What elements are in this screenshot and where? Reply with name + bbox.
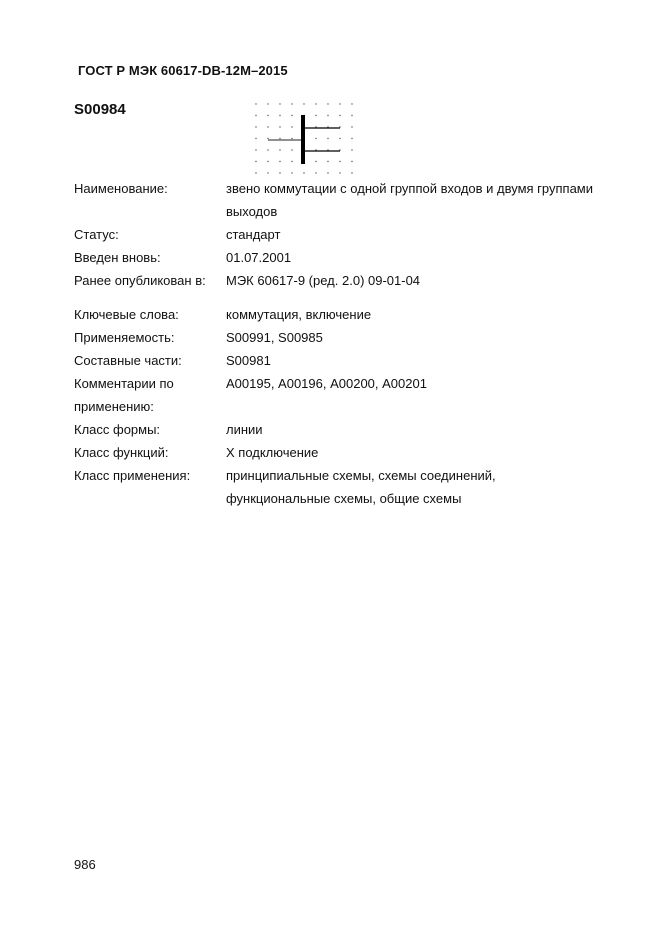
grid-dot	[279, 149, 280, 150]
property-value: МЭК 60617-9 (ред. 2.0) 09-01-04	[226, 273, 421, 288]
grid-dot	[267, 149, 268, 150]
property-label: Составные части:	[74, 353, 182, 368]
grid-dot	[291, 115, 292, 116]
grid-dot	[291, 161, 292, 162]
grid-dot	[351, 126, 352, 127]
grid-dot	[315, 161, 316, 162]
property-label: Класс формы:	[74, 422, 161, 437]
grid-dot	[327, 138, 328, 139]
grid-dot	[339, 103, 340, 104]
property-label: Введен вновь:	[74, 250, 161, 265]
grid-dot	[267, 126, 268, 127]
property-value: звено коммутации с одной группой входов и двумя группами выходов	[226, 181, 594, 219]
grid-dot	[303, 172, 304, 173]
section-gap	[74, 292, 594, 303]
grid-dot	[339, 161, 340, 162]
property-function-class	[74, 441, 594, 464]
page-number: 986	[74, 857, 96, 872]
properties-table	[74, 177, 594, 510]
property-keywords	[74, 303, 594, 326]
grid-dot	[315, 172, 316, 173]
grid-dot	[351, 115, 352, 116]
property-value: S00991, S00985	[226, 330, 323, 345]
property-status	[74, 223, 594, 246]
grid-dot	[291, 149, 292, 150]
grid-dot	[279, 172, 280, 173]
property-introduced	[74, 246, 594, 269]
grid-dot	[339, 115, 340, 116]
grid-dot	[267, 138, 268, 139]
grid-dot	[255, 138, 256, 139]
grid-dot	[279, 161, 280, 162]
property-application-notes	[74, 372, 594, 418]
property-form-class	[74, 418, 594, 441]
grid-dot	[303, 103, 304, 104]
property-components	[74, 349, 594, 372]
grid-dot	[315, 103, 316, 104]
grid-dot	[255, 172, 256, 173]
property-label: Ключевые слова:	[74, 307, 179, 322]
property-value: линии	[226, 422, 263, 437]
grid-dot	[255, 161, 256, 162]
property-value: принципиальные схемы, схемы соединений, функциональные схемы, общие схемы	[226, 468, 496, 506]
grid-dot	[351, 161, 352, 162]
symbol-code: S00984	[74, 101, 126, 118]
property-applicability	[74, 326, 594, 349]
grid-dot	[279, 103, 280, 104]
grid-dot	[279, 138, 280, 139]
grid-dot	[255, 149, 256, 150]
grid-dot	[255, 103, 256, 104]
grid-dot	[351, 149, 352, 150]
grid-dot	[279, 126, 280, 127]
grid-dot	[291, 103, 292, 104]
property-name	[74, 177, 594, 223]
grid-dot	[351, 103, 352, 104]
property-label: Ранее опубликован в:	[74, 273, 206, 288]
property-value: А00195, А00196, А00200, А00201	[226, 376, 427, 391]
grid-dot	[291, 138, 292, 139]
grid-dot	[327, 161, 328, 162]
property-value: коммутация, включение	[226, 307, 372, 322]
grid-dot	[315, 115, 316, 116]
property-label: Применяемость:	[74, 330, 175, 345]
grid-dot	[339, 172, 340, 173]
grid-dot	[351, 138, 352, 139]
property-value: 01.07.2001	[226, 250, 292, 265]
property-label: Класс функций:	[74, 445, 169, 460]
symbol-graphic	[250, 100, 360, 180]
property-value: стандарт	[226, 227, 281, 242]
grid-dot	[291, 126, 292, 127]
document-header: ГОСТ Р МЭК 60617-DB-12M–2015	[78, 63, 288, 78]
property-label: Комментарии по применению:	[74, 376, 174, 414]
grid-dot	[327, 115, 328, 116]
property-label: Наименование:	[74, 181, 168, 196]
grid-dot	[327, 103, 328, 104]
grid-dot	[255, 126, 256, 127]
property-label: Класс применения:	[74, 468, 191, 483]
grid-dot	[267, 172, 268, 173]
property-previously-published	[74, 269, 594, 292]
grid-dot	[267, 103, 268, 104]
property-application-class	[74, 464, 594, 510]
grid-dot	[267, 161, 268, 162]
grid-dot	[339, 138, 340, 139]
grid-dot	[291, 172, 292, 173]
property-value: Х подключение	[226, 445, 319, 460]
grid-dot	[255, 115, 256, 116]
grid-dot	[351, 172, 352, 173]
property-label: Статус:	[74, 227, 119, 242]
property-value: S00981	[226, 353, 271, 368]
grid-dot	[315, 138, 316, 139]
grid-dot	[267, 115, 268, 116]
grid-dot	[279, 115, 280, 116]
grid-dot	[327, 172, 328, 173]
